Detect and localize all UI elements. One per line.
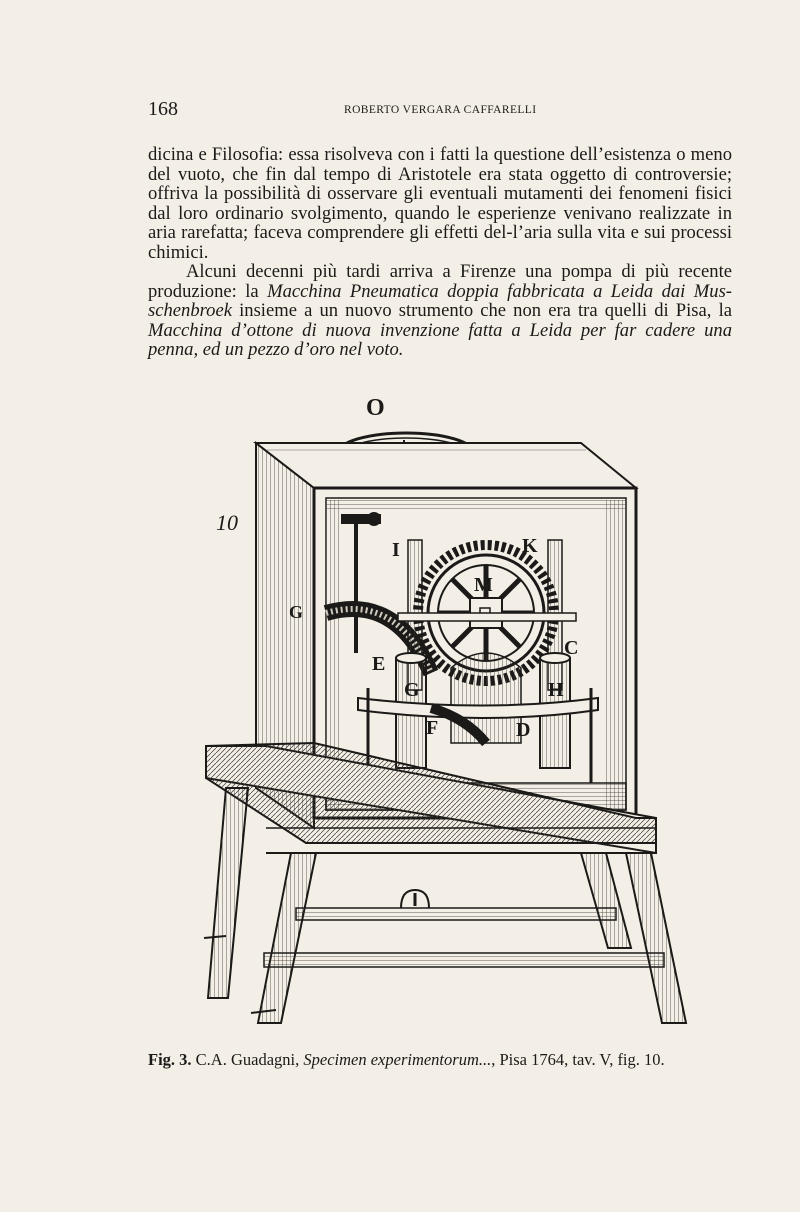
paragraph-text: Alcuni decenni più tardi arriva a Firenze una pompa di più recente produzione: la [148, 261, 732, 302]
running-head: ROBERTO VERGARA CAFFARELLI [344, 104, 537, 116]
italic-title: Macchina Pneumatica doppia fabbricata a Leida dai Mus-schenbroek [148, 280, 732, 321]
label-K: K [522, 535, 538, 557]
label-G-left: G [289, 602, 304, 622]
label-H: H [548, 679, 564, 701]
body-text [148, 145, 732, 360]
table-leg [626, 853, 686, 1023]
engraving-figure [186, 388, 706, 1048]
paragraph-text: insieme a un nuovo strumento che non era tra quelli di Pisa, la [231, 300, 732, 321]
label-I: I [392, 539, 400, 561]
caption-label: Fig. 3. [148, 1050, 192, 1069]
label-D: D [516, 719, 531, 741]
italic-title: Macchina d’ottone di nuova invenzione fatta a Leida per far cadere una penna, ed un pezzo d’oro nel voto. [148, 319, 732, 360]
label-O: O [366, 395, 385, 421]
caption-rest: , Pisa 1764, tav. V, fig. 10. [491, 1050, 665, 1069]
figure-caption [148, 1050, 748, 1070]
table-leg [258, 853, 316, 1023]
label-E: E [372, 653, 386, 675]
label-C: C [564, 637, 579, 659]
label-figure-number: 10 [216, 510, 238, 535]
page-header [148, 98, 732, 124]
label-F: F [426, 717, 439, 739]
caption-title: Specimen experimentorum... [303, 1050, 492, 1069]
label-G: G [404, 679, 420, 701]
paragraph: dicina e Filosofia: essa risolveva con i fatti la questione dell’esistenza o meno del vuoto, che fin dal tempo di Aristotele era stata oggetto di controversie; offriva la possibilità di osservare gli eventuali mutamenti dei fenomeni fisici dal loro ordinario svolgimento, quando le esperienze venivano realizzate in aria rarefatta; faceva comprendere gli effetti del-l’aria sulla vita e sui processi chimici. [148, 144, 732, 263]
caption-author: C.A. Guadagni, [191, 1050, 304, 1069]
label-M: M [474, 574, 493, 596]
pneumatic-machine-engraving [186, 388, 706, 1048]
page-number: 168 [148, 98, 178, 120]
paragraph [148, 262, 732, 360]
